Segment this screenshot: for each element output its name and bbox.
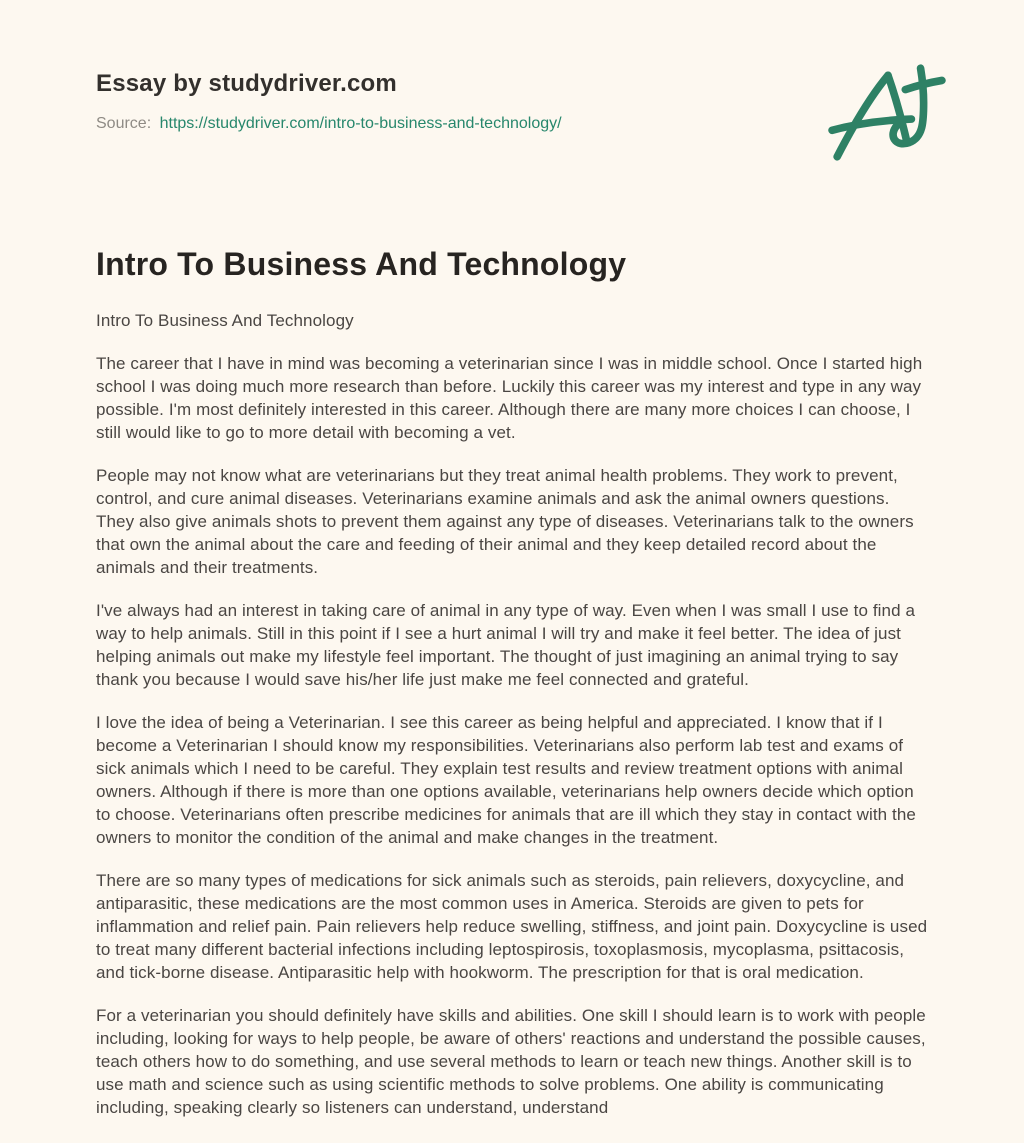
essay-paragraph-4: I love the idea of being a Veterinarian. I see this career as being helpful and appreciated. I know that if I become a Veterinarian I should know my responsibilities. Veterinarians also perform lab test and exams of sick animals which I need to be careful. They explain test results and review treatment options with animal owners. Although if there is more than one options available, veterinarians help owners decide which option to choose. Veterinarians often prescribe medicines for animals that are ill which they stay in contact with the owners to monitor the condition of the animal and make changes in the treatment. (96, 713, 916, 847)
essay-paragraph-6: For a veterinarian you should definitely have skills and abilities. One skill I should learn is to work with people including, looking for ways to help people, be aware of others' reactions and understand the possible causes, teach others how to do something, and use several methods to learn or teach new things. Another skill is to use math and science such as using scientific methods to solve problems. One ability is communicating including, speaking clearly so listeners can understand, understand (96, 1006, 926, 1117)
a-plus-logo-icon (828, 64, 946, 162)
source-line (96, 115, 928, 133)
essay-paragraph-3: I've always had an interest in taking care of animal in any type of way. Even when I was small I use to find a way to help animals. Still in this point if I see a hurt animal I will try and make it feel better. The idea of just helping animals out make my lifestyle feel important. The thought of just imagining an animal trying to say thank you because I would save his/her life just make me feel connected and grateful. (96, 601, 916, 689)
essay-paragraph-5: There are so many types of medications for sick animals such as steroids, pain relievers, doxycycline, and antiparasitic, these medications are the most common uses in America. Steroids are given to pets for inflammation and relief pain. Pain relievers help reduce swelling, stiffness, and joint pain. Doxycycline is used to treat many different bacterial infections including leptospirosis, toxoplasmosis, mycoplasma, psittacosis, and tick-borne disease. Antiparasitic help with hookworm. The prescription for that is oral medication. (96, 871, 928, 982)
site-title: Essay by studydriver.com (96, 70, 397, 97)
source-link[interactable]: https://studydriver.com/intro-to-business-and-technology/ (159, 115, 562, 132)
page-header (96, 70, 928, 133)
essay-content (96, 309, 928, 1119)
essay-paragraph-2: People may not know what are veterinarians but they treat animal health problems. They work to prevent, control, and cure animal diseases. Veterinarians examine animals and ask the animal owners questions. They also give animals shots to prevent them against any type of diseases. Veterinarians talk to the owners that own the animal about the care and feeding of their animal and they keep detailed record about the animals and their treatments. (96, 466, 914, 577)
source-label: Source: (96, 115, 152, 132)
essay-paragraph-1: The career that I have in mind was becoming a veterinarian since I was in middle school. Once I started high school I was doing much more research than before. Luckily this career was my interest and type in any way possible. I'm most definitely interested in this career. Although there are many more choices I can choose, I still would like to go to more detail with becoming a vet. (96, 354, 923, 442)
essay-title: Intro To Business And Technology (96, 246, 627, 282)
essay-subtitle-line: Intro To Business And Technology (96, 311, 354, 330)
